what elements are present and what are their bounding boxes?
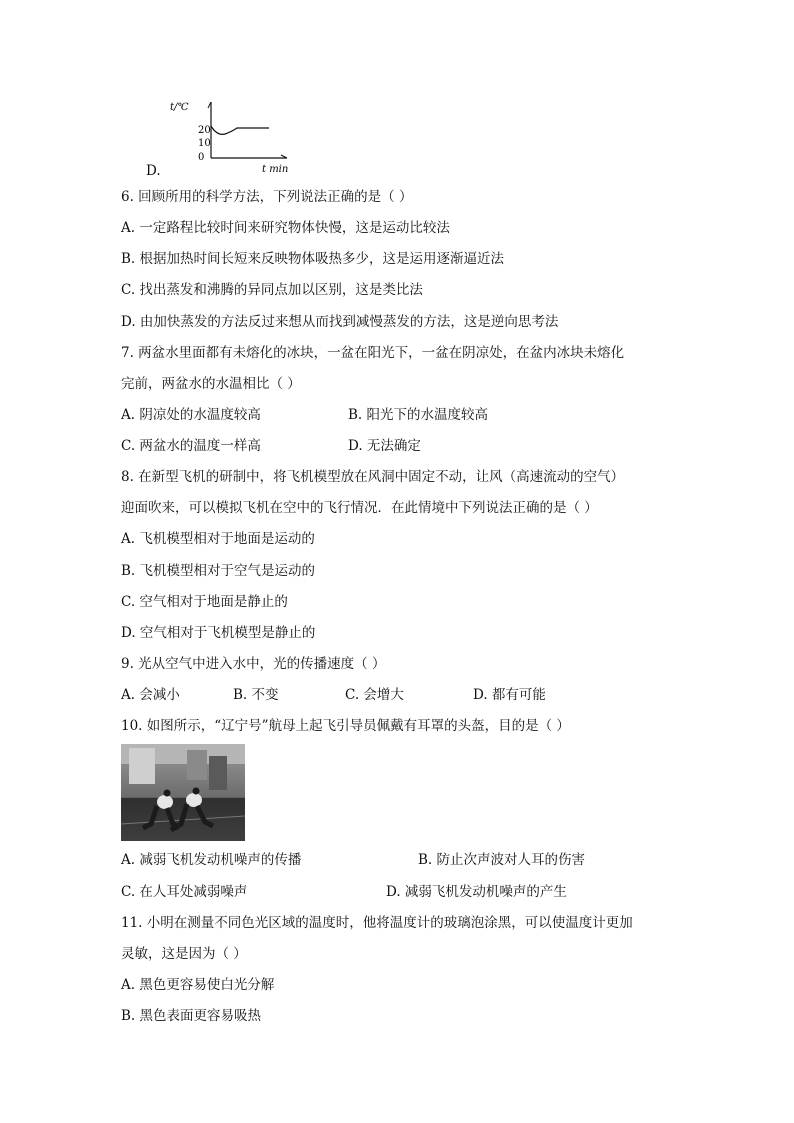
q7-option-a: A. 阴凉处的水温度较高: [121, 407, 261, 423]
q11-option-a: A. 黑色更容易使白光分解: [121, 977, 275, 993]
q6-option-a: A. 一定路程比较时间来研究物体快慢，这是运动比较法: [121, 220, 450, 236]
q9-stem: 9. 光从空气中进入水中，光的传播速度（ ）: [121, 656, 386, 672]
q6-option-c: C. 找出蒸发和沸腾的异同点加以区别，这是类比法: [121, 282, 423, 298]
q10-option-c: C. 在人耳处减弱噪声: [121, 884, 248, 900]
q7-option-b: B. 阳光下的水温度较高: [348, 407, 489, 423]
graph-tick-20: 20: [198, 125, 211, 136]
q11-stem-1: 11. 小明在测量不同色光区域的温度时，他将温度计的玻璃泡涂黑，可以使温度计更加: [121, 915, 633, 931]
q7-stem-2: 完前，两盆水的水温相比（ ）: [121, 376, 301, 392]
q6-option-d: D. 由加快蒸发的方法反过来想从而找到减慢蒸发的方法，这是逆向思考法: [121, 314, 559, 330]
q6-stem: 6. 回顾所用的科学方法，下列说法正确的是（ ）: [121, 189, 413, 205]
q10-option-d: D. 减弱飞机发动机噪声的产生: [386, 884, 567, 900]
q8-stem-2: 迎面吹来，可以模拟飞机在空中的飞行情况．在此情境中下列说法正确的是（ ）: [121, 500, 598, 516]
carrier-deck-photo: [121, 744, 245, 841]
q7-option-d: D. 无法确定: [348, 438, 421, 454]
graph-x-label: t min: [262, 164, 289, 174]
q6-option-b: B. 根据加热时间长短来反映物体吸热多少，这是运用逐渐逼近法: [121, 251, 505, 267]
graph-tick-10: 10: [198, 138, 211, 149]
q11-stem-2: 灵敏，这是因为（ ）: [121, 946, 247, 962]
q8-option-d: D. 空气相对于飞机模型是静止的: [121, 625, 316, 641]
q11-option-b: B. 黑色表面更容易吸热: [121, 1008, 262, 1024]
q10-option-a: A. 减弱飞机发动机噪声的传播: [121, 852, 302, 868]
q8-option-a: A. 飞机模型相对于地面是运动的: [121, 531, 315, 547]
q8-option-c: C. 空气相对于地面是静止的: [121, 594, 288, 610]
q9-option-d: D. 都有可能: [473, 687, 546, 703]
graph-curve: [211, 126, 269, 134]
q9-option-c: C. 会增大: [345, 687, 404, 703]
q7-option-c: C. 两盆水的温度一样高: [121, 438, 261, 454]
photo-figures: [121, 744, 245, 841]
q5-option-d-label: D.: [146, 163, 161, 179]
q9-option-b: B. 不变: [233, 687, 279, 703]
graph-y-label: t/℃: [170, 102, 189, 113]
q7-stem-1: 7. 两盆水里面都有未熔化的冰块，一盆在阳光下，一盆在阴凉处，在盆内冰块未熔化: [121, 345, 625, 361]
q8-option-b: B. 飞机模型相对于空气是运动的: [121, 563, 316, 579]
q9-option-a: A. 会减小: [121, 687, 180, 703]
q10-stem: 10. 如图所示，“辽宁号”航母上起飞引导员佩戴有耳罩的头盔，目的是（ ）: [121, 718, 570, 734]
temperature-time-graph: [165, 98, 295, 174]
graph-tick-0: 0: [198, 152, 205, 163]
q8-stem-1: 8. 在新型飞机的研制中，将飞机模型放在风洞中固定不动，让风（高速流动的空气）: [121, 469, 625, 485]
q10-option-b: B. 防止次声波对人耳的伤害: [418, 852, 586, 868]
